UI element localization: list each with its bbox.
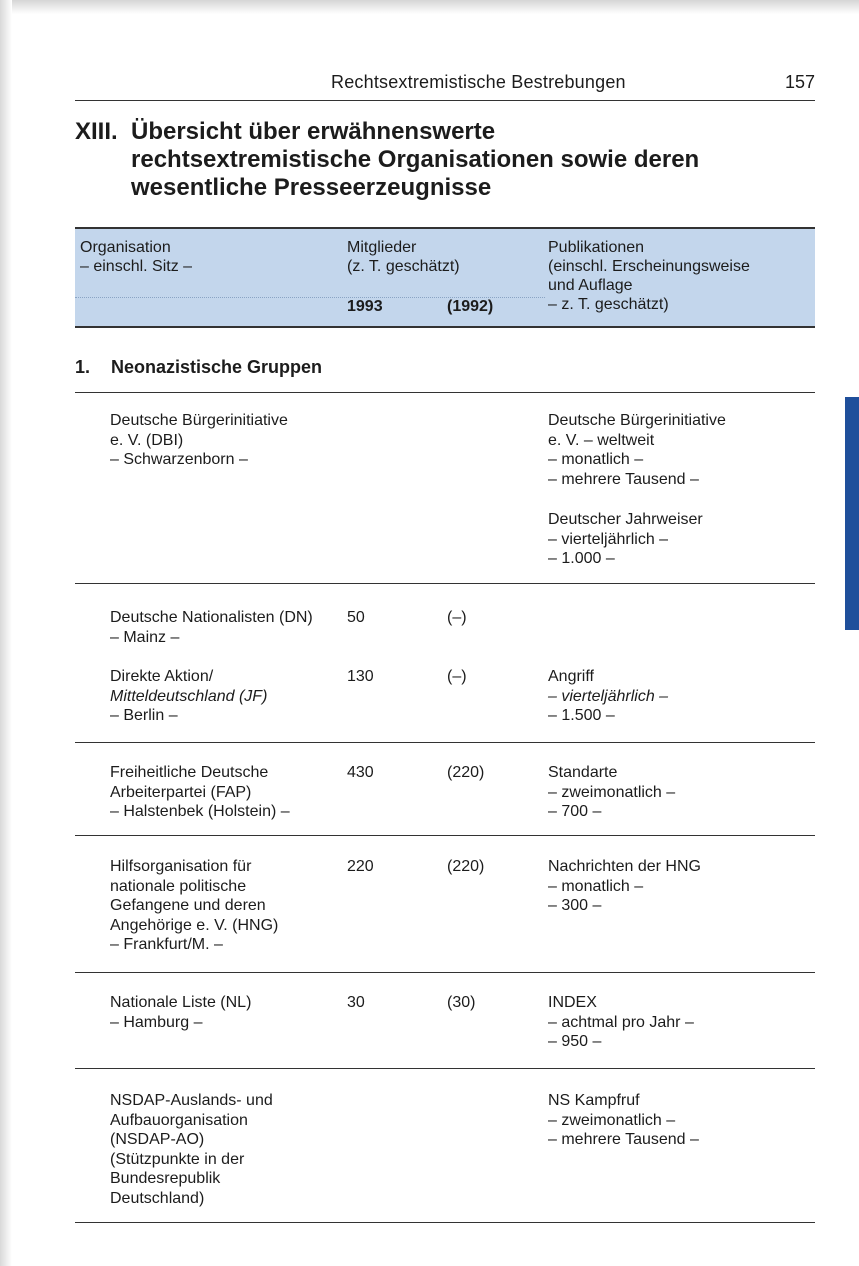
members-1992: (220) xyxy=(447,764,485,781)
org-line: nationale politische xyxy=(110,877,247,895)
org-line: NSDAP-Auslands- und xyxy=(110,1092,273,1109)
header-publikationen-sublabel: (einschl. Erscheinungsweise xyxy=(548,258,750,275)
org-line: Angehörige e. V. (HNG) xyxy=(110,916,279,934)
publication-title: Standarte xyxy=(548,764,618,781)
chapter-thumb-tab xyxy=(845,397,859,630)
org-line: Nationale Liste (NL) xyxy=(110,994,252,1011)
chapter-title-line: wesentliche Presseerzeugnisse xyxy=(131,174,492,201)
publication-frequency: – zweimonatlich – xyxy=(548,1111,676,1129)
publication-frequency: – monatlich – xyxy=(548,877,644,895)
publication-line: e. V. – weltweit xyxy=(548,431,655,449)
members-1992: (220) xyxy=(447,858,485,875)
org-line: Gefangene und deren xyxy=(110,897,266,914)
publication-circulation: – 300 – xyxy=(548,897,602,914)
table-row-publication xyxy=(548,993,694,1052)
publication-frequency: – vierteljährlich – xyxy=(548,530,669,548)
header-year-previous: (1992) xyxy=(447,298,494,315)
org-line: (NSDAP-AO) xyxy=(110,1131,205,1148)
org-line: – Frankfurt/M. – xyxy=(110,936,223,953)
table-row-org xyxy=(110,763,290,822)
header-publikationen xyxy=(548,238,808,314)
publication-title: Angriff xyxy=(548,668,594,685)
section-number: 1. xyxy=(75,357,91,377)
header-organisation-label: Organisation xyxy=(80,239,171,256)
publication-circulation: – 1.500 – xyxy=(548,707,615,724)
members-1993: 30 xyxy=(347,994,365,1011)
table-row-publication xyxy=(548,510,703,569)
table-row-org xyxy=(110,857,278,955)
publication-circulation: – 950 – xyxy=(548,1033,602,1050)
org-line: Direkte Aktion/ xyxy=(110,668,214,685)
org-line: Freiheitliche Deutsche xyxy=(110,764,269,781)
publication-frequency: – vierteljährlich – xyxy=(548,687,669,705)
publication-circulation: – mehrere Tausend – xyxy=(548,470,699,488)
table-rule xyxy=(75,1068,815,1069)
page-edge-shadow xyxy=(0,0,859,14)
header-mitglieder-sublabel: (z. T. geschätzt) xyxy=(347,258,460,275)
publication-title: NS Kampfruf xyxy=(548,1092,640,1109)
publication-frequency: – monatlich – xyxy=(548,451,644,468)
publication-frequency: – zweimonatlich – xyxy=(548,783,676,801)
section-title: Neonazistische Gruppen xyxy=(111,357,323,377)
publication-title: INDEX xyxy=(548,994,597,1011)
members-1992: (–) xyxy=(447,668,467,685)
org-line: Deutsche Nationalisten (DN) xyxy=(110,609,313,626)
members-1993: 130 xyxy=(347,668,374,685)
header-publikationen-label: Publikationen xyxy=(548,239,645,256)
org-line: – Berlin – xyxy=(110,707,178,724)
chapter-title-line: Übersicht über erwähnenswerte xyxy=(131,118,496,145)
chapter-number: XIII. xyxy=(75,118,118,145)
org-line: Deutsche Bürgerinitiative xyxy=(110,412,288,429)
org-line: – Hamburg – xyxy=(110,1013,203,1031)
table-row-org xyxy=(110,1091,273,1208)
header-mitglieder xyxy=(347,238,460,276)
table-row-org xyxy=(110,411,288,470)
running-head xyxy=(75,70,815,101)
table-rule xyxy=(75,972,815,973)
publication-circulation: – mehrere Tausend – xyxy=(548,1131,699,1148)
publication-title: Deutscher Jahrweiser xyxy=(548,511,703,528)
table-rule xyxy=(75,742,815,743)
table-row-org xyxy=(110,993,251,1032)
org-line: Bundesrepublik xyxy=(110,1170,221,1187)
chapter-title-line: rechtsextremistische Organisationen sowie deren xyxy=(131,146,700,173)
org-line: (Stützpunkte in der xyxy=(110,1150,245,1168)
publication-circulation: – 1.000 – xyxy=(548,550,615,567)
table-row-publication xyxy=(548,667,668,726)
table-rule xyxy=(75,1222,815,1223)
publication-title: Nachrichten der HNG xyxy=(548,858,701,875)
table-rule xyxy=(75,835,815,836)
table-rule xyxy=(75,583,815,584)
table-row-org xyxy=(110,608,313,647)
members-1993: 50 xyxy=(347,609,365,626)
org-line: e. V. (DBI) xyxy=(110,431,184,449)
table-row-publication xyxy=(548,411,726,489)
table-rule xyxy=(75,392,815,393)
members-1993: 430 xyxy=(347,764,374,781)
page-number: 157 xyxy=(784,72,815,92)
table-row-publication xyxy=(548,857,701,916)
org-line: Arbeiterpartei (FAP) xyxy=(110,783,252,801)
header-year-current: 1993 xyxy=(347,298,383,315)
header-publikationen-sublabel: und Auflage xyxy=(548,277,633,294)
org-line: Hilfsorganisation für xyxy=(110,858,252,875)
header-publikationen-sublabel: – z. T. geschätzt) xyxy=(548,296,669,313)
header-organisation-sublabel: – einschl. Sitz – xyxy=(80,258,193,275)
org-line: – Halstenbek (Holstein) – xyxy=(110,803,290,820)
publication-title: Deutsche Bürgerinitiative xyxy=(548,412,726,429)
table-row-publication xyxy=(548,763,675,822)
members-1993: 220 xyxy=(347,858,374,875)
header-mitglieder-label: Mitglieder xyxy=(347,239,417,256)
page-edge-shadow-left xyxy=(0,0,12,1266)
members-1992: (–) xyxy=(447,609,467,626)
table-row-publication xyxy=(548,1091,699,1150)
org-line: Aufbauorganisation xyxy=(110,1111,248,1129)
running-head-title: Rechtsextremistische Bestrebungen xyxy=(331,72,626,92)
publication-circulation: – 700 – xyxy=(548,803,602,820)
chapter-title xyxy=(131,118,791,202)
members-1992: (30) xyxy=(447,994,476,1011)
org-line: Mitteldeutschland (JF) xyxy=(110,687,268,705)
publication-frequency: – achtmal pro Jahr – xyxy=(548,1013,694,1031)
org-line: Deutschland) xyxy=(110,1189,205,1207)
org-line: – Mainz – xyxy=(110,628,180,646)
org-line: – Schwarzenborn – xyxy=(110,451,248,468)
header-organisation xyxy=(80,238,192,276)
table-header xyxy=(75,227,815,328)
table-row-org xyxy=(110,667,267,726)
